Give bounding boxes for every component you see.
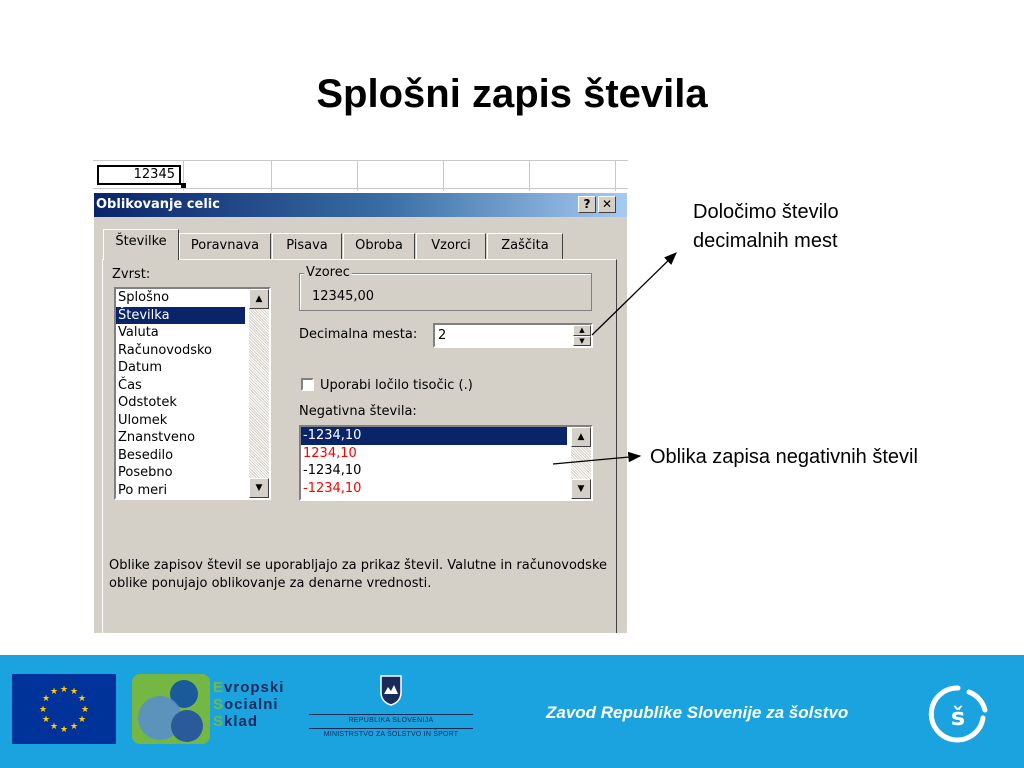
close-button[interactable]: ✕ — [598, 196, 616, 213]
negative-numbers-listbox[interactable] — [299, 425, 593, 501]
esf-wordmark: Evropski Socialni Sklad — [213, 679, 285, 730]
svg-text:★: ★ — [77, 694, 87, 704]
help-button[interactable]: ? — [578, 196, 596, 213]
svg-text:★: ★ — [38, 705, 48, 715]
format-cells-dialog — [93, 192, 627, 633]
list-item[interactable]: -1234,10 — [301, 427, 567, 445]
list-item[interactable]: Besedilo — [118, 447, 174, 463]
tab-obroba[interactable]: Obroba — [343, 233, 415, 259]
list-item[interactable]: Splošno — [118, 290, 170, 305]
dialog-titlebar — [94, 193, 627, 217]
tab-poravnava[interactable]: Poravnava — [179, 233, 271, 259]
list-item[interactable]: Ulomek — [118, 412, 168, 428]
annotation-negative: Oblika zapisa negativnih števil — [650, 446, 918, 468]
description-line: oblike ponujajo oblikovanje za denarne vrednosti. — [109, 576, 432, 591]
fill-handle[interactable] — [181, 183, 186, 188]
svg-text:★: ★ — [59, 725, 69, 735]
ministry-logo — [309, 674, 473, 748]
esf-logo — [132, 674, 210, 744]
list-item[interactable]: Datum — [118, 360, 162, 375]
ministry-line1: REPUBLIKA SLOVENIJA — [348, 717, 434, 724]
scroll-down-icon[interactable]: ▼ — [249, 478, 269, 498]
category-label: Zvrst: — [112, 267, 151, 282]
sample-value: 12345,00 — [312, 289, 375, 304]
svg-text:★: ★ — [49, 687, 59, 697]
list-item[interactable]: Valuta — [118, 325, 159, 340]
description-line: Oblike zapisov števil se uporabljajo za prikaz števil. Valutne in računovodske — [109, 558, 608, 573]
list-item[interactable]: Računovodsko — [118, 342, 212, 358]
list-item[interactable]: -1234,10 — [303, 463, 362, 478]
spreadsheet-strip — [93, 160, 628, 191]
tab-zascita[interactable]: Zaščita — [487, 233, 563, 259]
svg-text:★: ★ — [41, 694, 51, 704]
zrss-logo — [925, 682, 991, 744]
svg-text:š: š — [950, 703, 966, 731]
scroll-up-icon[interactable]: ▲ — [571, 427, 591, 447]
institute-name: Zavod Republike Slovenije za šolstvo — [546, 703, 849, 722]
sample-label: Vzorec — [306, 265, 350, 280]
thousands-separator-checkbox[interactable] — [301, 378, 314, 391]
list-item[interactable]: 1234,10 — [303, 445, 357, 461]
description-text — [109, 557, 609, 593]
svg-text:★: ★ — [77, 715, 87, 725]
dialog-title: Oblikovanje celic — [96, 197, 220, 212]
svg-text:★: ★ — [49, 722, 59, 732]
svg-text:★: ★ — [41, 715, 51, 725]
annotation-line: decimalnih mest — [693, 230, 838, 252]
svg-text:★: ★ — [59, 685, 69, 695]
scroll-down-icon[interactable]: ▼ — [571, 479, 591, 499]
slide-title: Splošni zapis števila — [316, 72, 708, 116]
svg-text:★: ★ — [69, 687, 79, 697]
list-item[interactable]: Odstotek — [118, 395, 177, 410]
annotation-line: Določimo število — [693, 201, 839, 223]
footer-bar — [0, 655, 1024, 768]
eu-flag-logo — [12, 674, 116, 744]
decimal-places-stepper[interactable] — [433, 323, 593, 348]
active-cell[interactable]: 12345 — [97, 165, 181, 185]
decimal-places-label: Decimalna mesta: — [299, 327, 418, 342]
category-scrollbar[interactable] — [249, 289, 269, 498]
list-item[interactable]: Posebno — [118, 465, 173, 480]
negative-numbers-label: Negativna števila: — [299, 404, 417, 419]
list-item[interactable]: Po meri — [118, 482, 168, 498]
scroll-up-icon[interactable]: ▲ — [249, 289, 269, 309]
list-item[interactable]: Znanstveno — [118, 430, 196, 445]
spin-up-icon[interactable]: ▲ — [573, 325, 591, 336]
list-item[interactable]: Čas — [118, 377, 142, 393]
list-item[interactable]: Številka — [116, 307, 245, 325]
svg-text:★: ★ — [80, 705, 90, 715]
tab-vzorci[interactable]: Vzorci — [416, 233, 486, 259]
annotation-decimals — [693, 198, 839, 256]
spin-down-icon[interactable]: ▼ — [573, 336, 591, 347]
decimal-places-value[interactable]: 2 — [438, 328, 447, 343]
tab-pisava[interactable]: Pisava — [272, 233, 342, 259]
negative-scrollbar[interactable] — [571, 427, 591, 499]
ministry-line2: MINISTRSTVO ZA ŠOLSTVO IN ŠPORT — [323, 731, 459, 738]
thousands-separator-label: Uporabi ločilo tisočic (.) — [320, 378, 473, 393]
tab-stevilke[interactable]: Številke — [103, 229, 179, 260]
svg-text:★: ★ — [69, 722, 79, 732]
category-listbox[interactable] — [114, 287, 271, 500]
coat-of-arms-icon — [379, 674, 403, 706]
list-item[interactable]: -1234,10 — [303, 480, 362, 496]
